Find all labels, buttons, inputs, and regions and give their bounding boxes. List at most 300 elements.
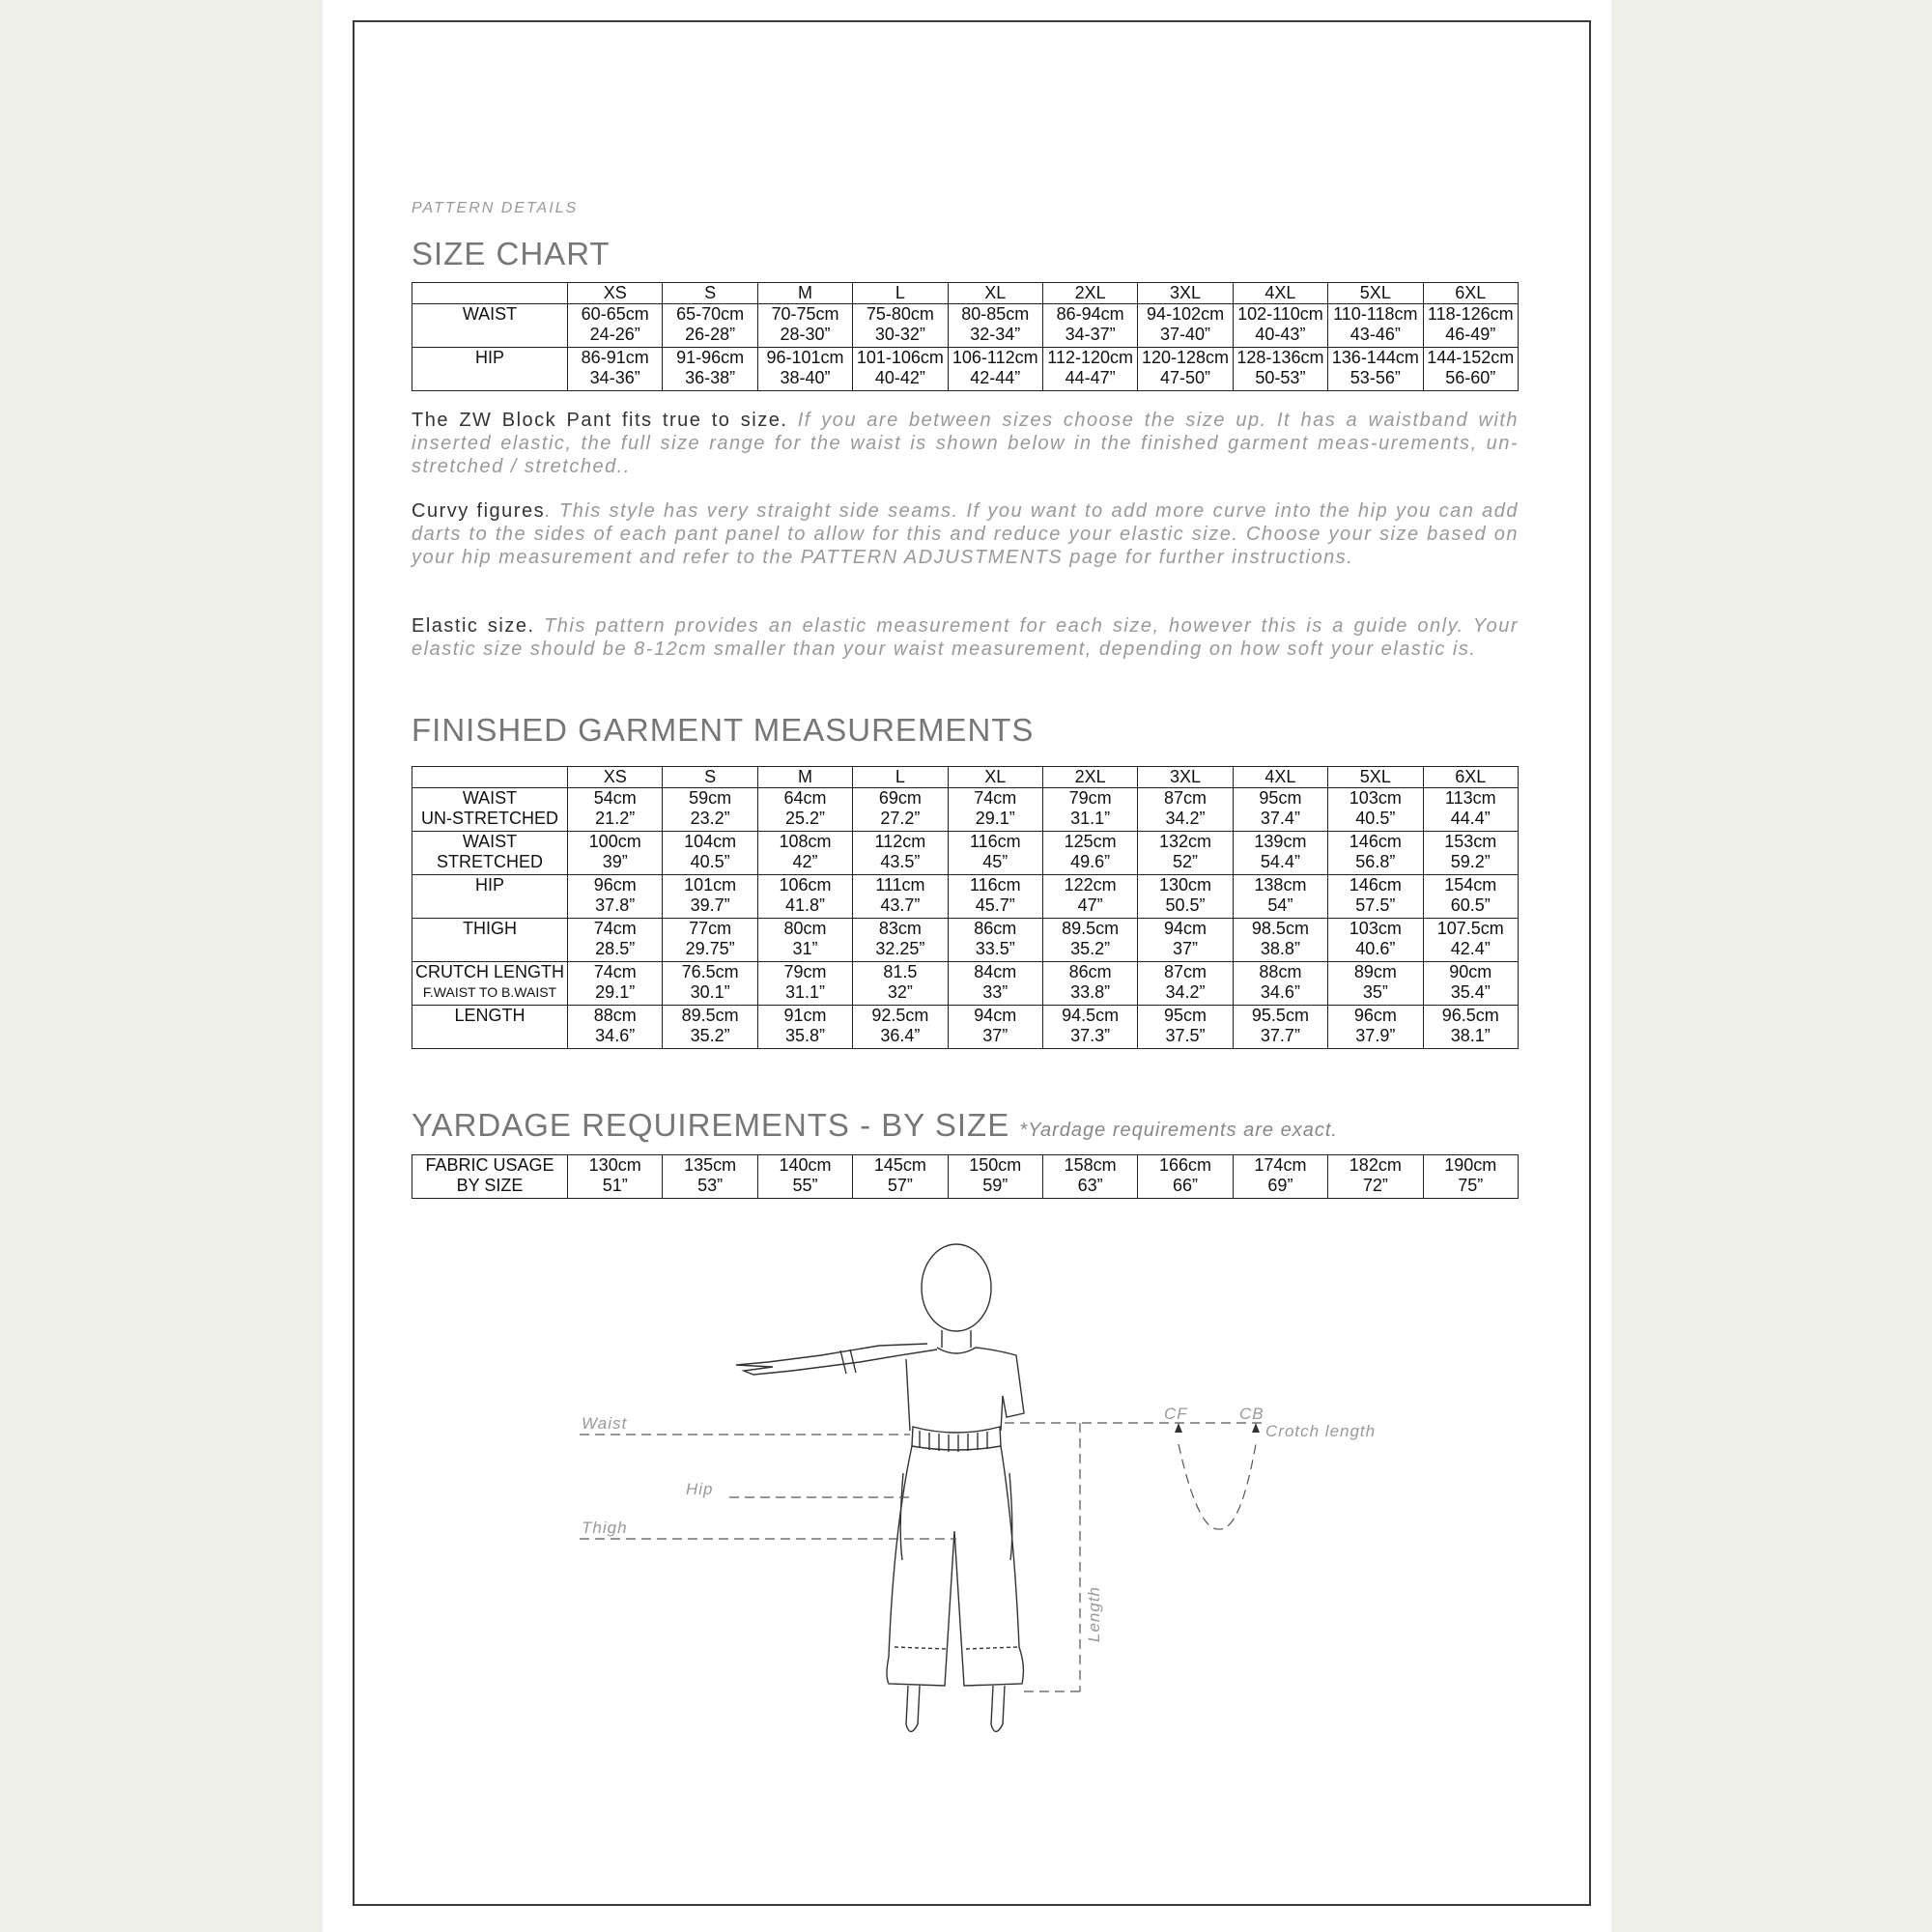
size-chart-cell-metric: 101-106cm (856, 348, 944, 367)
finished-cell-imperial: 38.8” (1260, 939, 1300, 958)
finished-cell (1138, 832, 1233, 875)
size-chart-cell (1233, 304, 1327, 348)
size-chart-size-header: 2XL (1042, 283, 1137, 304)
yardage-cell (948, 1155, 1042, 1199)
finished-cell (1042, 788, 1137, 832)
head-outline (922, 1244, 991, 1331)
finished-cell (663, 962, 757, 1006)
fit-lead: The ZW Block Pant fits true to size. (412, 410, 788, 431)
finished-cell-imperial: 33” (982, 982, 1009, 1002)
finished-cell (1138, 875, 1233, 919)
finished-cell-metric: 146cm (1349, 832, 1402, 851)
finished-cell-imperial: 38.1” (1450, 1026, 1491, 1045)
size-chart-cell (1138, 348, 1233, 391)
yardage-cell-metric: 182cm (1349, 1155, 1402, 1175)
yardage-cell-metric: 166cm (1159, 1155, 1212, 1175)
size-chart-cell-metric: 112-120cm (1047, 348, 1133, 367)
yardage-row (412, 1155, 1519, 1199)
yardage-cell-metric: 130cm (588, 1155, 641, 1175)
size-chart-row (412, 304, 1519, 348)
finished-cell (853, 962, 948, 1006)
finished-cell (1138, 1006, 1233, 1049)
finished-cell-metric: 116cm (969, 832, 1021, 851)
size-chart-cell (757, 348, 852, 391)
finished-cell (1328, 832, 1423, 875)
finished-cell-imperial: 28.5” (595, 939, 636, 958)
finished-cell-imperial: 35” (1362, 982, 1388, 1002)
size-chart-cell-imperial: 24-26” (589, 325, 640, 344)
finished-cell-imperial: 32” (887, 982, 913, 1002)
finished-cell (1042, 962, 1137, 1006)
finished-corner (412, 767, 568, 788)
finished-cell (1328, 875, 1423, 919)
size-chart-cell (853, 304, 948, 348)
finished-row (412, 919, 1519, 962)
size-chart-cell-imperial: 43-46” (1350, 325, 1401, 344)
finished-cell (1042, 875, 1137, 919)
finished-cell-metric: 96.5cm (1441, 1006, 1499, 1025)
finished-cell-metric: 89cm (1353, 962, 1397, 981)
finished-cell-metric: 86cm (974, 919, 1017, 938)
yardage-cell (1423, 1155, 1518, 1199)
finished-cell-metric: 54cm (593, 788, 637, 808)
finished-size-header: L (853, 767, 948, 788)
size-chart-cell-imperial: 26-28” (685, 325, 736, 344)
finished-row-label-sub: STRETCHED (436, 852, 543, 871)
finished-cell (1233, 788, 1327, 832)
size-chart-cell-metric: 144-152cm (1427, 348, 1515, 367)
finished-row-label-main: LENGTH (454, 1006, 526, 1025)
size-chart-cell-imperial: 50-53” (1255, 368, 1306, 387)
size-chart-size-header: 4XL (1233, 283, 1327, 304)
finished-row-label (412, 875, 568, 919)
yardage-cell-imperial: 75” (1458, 1176, 1484, 1195)
size-chart-size-header: XL (948, 283, 1042, 304)
finished-cell-imperial: 35.2” (1070, 939, 1111, 958)
finished-size-header: 5XL (1328, 767, 1423, 788)
finished-cell-metric: 139cm (1254, 832, 1307, 851)
finished-cell (1042, 832, 1137, 875)
finished-cell (1423, 962, 1518, 1006)
yardage-cell (568, 1155, 663, 1199)
finished-row-label (412, 919, 568, 962)
finished-cell (663, 788, 757, 832)
finished-cell-metric: 88cm (593, 1006, 637, 1025)
waist-label: Waist (582, 1414, 628, 1433)
yardage-cell-metric: 135cm (684, 1155, 737, 1175)
size-chart-cell-imperial: 34-37” (1065, 325, 1116, 344)
finished-cell-imperial: 49.6” (1070, 852, 1111, 871)
finished-row-label-sub: UN-STRETCHED (421, 809, 558, 828)
size-chart-cell (853, 348, 948, 391)
yardage-cell-metric: 190cm (1444, 1155, 1497, 1175)
elastic-paragraph (412, 614, 1519, 661)
length-label: Length (1085, 1586, 1103, 1642)
finished-cell-metric: 90cm (1449, 962, 1492, 981)
size-chart-cell-metric: 70-75cm (771, 304, 839, 324)
finished-cell-metric: 95cm (1164, 1006, 1208, 1025)
size-chart-header-row (412, 283, 1519, 304)
finished-cell-metric: 98.5cm (1251, 919, 1309, 938)
finished-size-header: M (757, 767, 852, 788)
finished-cell-metric: 96cm (1353, 1006, 1397, 1025)
size-chart-cell (568, 304, 663, 348)
size-chart-cell (1423, 304, 1518, 348)
size-chart-cell-imperial: 36-38” (685, 368, 736, 387)
size-chart-cell-metric: 128-136cm (1236, 348, 1324, 367)
yardage-cell-metric: 145cm (873, 1155, 926, 1175)
size-chart-cell-metric: 102-110cm (1237, 304, 1323, 324)
size-chart-cell-imperial: 53-56” (1350, 368, 1401, 387)
finished-cell-metric: 79cm (783, 962, 827, 981)
finished-cell-imperial: 33.8” (1070, 982, 1111, 1002)
cb-label: CB (1239, 1405, 1264, 1423)
fit-body: If you are between sizes choose the size up. It has a waistband with inserted elastic, the full size range for the waist is shown below in the finished garment meas-urements, un-stretched / stretched.. (412, 410, 1520, 477)
size-chart-cell-imperial: 47-50” (1160, 368, 1211, 387)
finished-cell (757, 875, 852, 919)
finished-cell-metric: 77cm (689, 919, 732, 938)
finished-row (412, 788, 1519, 832)
size-chart-row-label-main: HIP (474, 348, 504, 367)
finished-cell-imperial: 56.8” (1355, 852, 1396, 871)
finished-cell-metric: 113cm (1444, 788, 1496, 808)
size-chart-cell (1328, 348, 1423, 391)
size-chart-size-header: 3XL (1138, 283, 1233, 304)
size-chart-size-header: L (853, 283, 948, 304)
finished-cell (1328, 788, 1423, 832)
yardage-cell-imperial: 63” (1077, 1176, 1103, 1195)
size-chart-cell-metric: 96-101cm (766, 348, 844, 367)
size-chart-cell-metric: 65-70cm (676, 304, 745, 324)
size-chart-cell-metric: 110-118cm (1333, 304, 1418, 324)
finished-cell (663, 919, 757, 962)
finished-cell-metric: 76.5cm (681, 962, 739, 981)
finished-cell-imperial: 37.8” (595, 895, 636, 915)
size-chart-cell (948, 304, 1042, 348)
finished-cell-metric: 91cm (783, 1006, 827, 1025)
size-chart-cell-metric: 118-126cm (1427, 304, 1514, 324)
finished-cell-metric: 103cm (1349, 788, 1402, 808)
finished-cell-imperial: 35.2” (690, 1026, 730, 1045)
finished-cell-imperial: 21.2” (595, 809, 636, 828)
finished-size-header: XL (948, 767, 1042, 788)
finished-cell-imperial: 47” (1077, 895, 1103, 915)
yardage-cell-metric: 174cm (1254, 1155, 1307, 1175)
finished-cell (757, 788, 852, 832)
finished-title: FINISHED GARMENT MEASUREMENTS (412, 712, 1035, 748)
finished-cell-imperial: 31.1” (1070, 809, 1111, 828)
yardage-cell-metric: 150cm (969, 1155, 1022, 1175)
finished-cell-imperial: 59.2” (1450, 852, 1491, 871)
finished-cell-imperial: 30.1” (690, 982, 730, 1002)
yardage-cell (853, 1155, 948, 1199)
size-chart-cell-imperial: 40-42” (874, 368, 925, 387)
measure-lines (580, 1423, 1265, 1691)
size-chart-cell-metric: 106-112cm (952, 348, 1038, 367)
size-chart-size-header: 5XL (1328, 283, 1423, 304)
elastic-lead: Elastic size. (412, 615, 535, 637)
finished-cell-metric: 74cm (593, 919, 637, 938)
figure-drawing (736, 1244, 1024, 1732)
yardage-cell-imperial: 51” (602, 1176, 628, 1195)
finished-cell-metric: 132cm (1159, 832, 1212, 851)
finished-size-header: XS (568, 767, 663, 788)
finished-cell-imperial: 29.1” (975, 809, 1015, 828)
finished-cell (1233, 875, 1327, 919)
finished-cell-metric: 94.5cm (1062, 1006, 1120, 1025)
finished-cell-metric: 103cm (1349, 919, 1402, 938)
finished-cell (1423, 919, 1518, 962)
yardage-note: *Yardage requirements are exact. (1019, 1120, 1338, 1141)
finished-row-label-main: CRUTCH LENGTH (414, 962, 564, 981)
finished-cell (853, 875, 948, 919)
size-chart-cell-imperial: 38-40” (780, 368, 831, 387)
finished-cell-imperial: 34.6” (1260, 982, 1300, 1002)
finished-cell-metric: 116cm (969, 875, 1021, 895)
finished-cell-imperial: 45.7” (975, 895, 1015, 915)
finished-cell (1138, 962, 1233, 1006)
yardage-cell-metric: 158cm (1064, 1155, 1117, 1175)
size-chart-cell-metric: 91-96cm (676, 348, 745, 367)
finished-cell-imperial: 40.5” (690, 852, 730, 871)
size-chart-size-header: 6XL (1423, 283, 1518, 304)
finished-cell-metric: 104cm (684, 832, 737, 851)
size-chart-cell-metric: 86-91cm (581, 348, 649, 367)
curvy-lead: Curvy figures (412, 500, 546, 522)
section-eyebrow: PATTERN DETAILS (412, 200, 579, 216)
finished-cell (1423, 832, 1518, 875)
finished-cell (948, 919, 1042, 962)
size-chart-row-label (412, 304, 568, 348)
finished-cell (663, 1006, 757, 1049)
finished-cell-metric: 146cm (1349, 875, 1402, 895)
finished-cell-metric: 88cm (1259, 962, 1302, 981)
size-chart-cell-imperial: 37-40” (1160, 325, 1211, 344)
size-chart-row (412, 348, 1519, 391)
finished-cell-imperial: 40.5” (1355, 809, 1396, 828)
finished-cell-imperial: 43.7” (880, 895, 921, 915)
finished-cell-metric: 87cm (1164, 788, 1208, 808)
finished-cell-imperial: 39.7” (690, 895, 730, 915)
finished-size-header: 4XL (1233, 767, 1327, 788)
size-chart-cell-imperial: 40-43” (1255, 325, 1306, 344)
finished-cell-metric: 84cm (974, 962, 1017, 981)
finished-size-header: 2XL (1042, 767, 1137, 788)
finished-cell-metric: 64cm (783, 788, 827, 808)
finished-cell-metric: 106cm (779, 875, 832, 895)
finished-cell-metric: 81.5 (883, 962, 918, 981)
finished-cell-metric: 89.5cm (1062, 919, 1120, 938)
finished-row-label (412, 962, 568, 1006)
finished-cell-metric: 101cm (684, 875, 737, 895)
size-chart-cell-metric: 94-102cm (1147, 304, 1225, 324)
finished-cell (663, 832, 757, 875)
crotch-curve (1179, 1444, 1256, 1529)
finished-cell-imperial: 44.4” (1450, 809, 1491, 828)
finished-cell-metric: 95.5cm (1251, 1006, 1309, 1025)
finished-row-label-sub: F.WAIST TO B.WAIST (422, 984, 557, 1000)
finished-cell-metric: 69cm (878, 788, 922, 808)
finished-cell-metric: 95cm (1259, 788, 1302, 808)
size-chart-cell-metric: 136-144cm (1331, 348, 1419, 367)
finished-row-label (412, 832, 568, 875)
finished-cell-metric: 100cm (588, 832, 641, 851)
size-chart-cell-imperial: 34-36” (589, 368, 640, 387)
finished-cell-metric: 153cm (1444, 832, 1497, 851)
size-chart-cell (663, 348, 757, 391)
finished-cell-metric: 94cm (974, 1006, 1017, 1025)
yardage-cell-imperial: 66” (1173, 1176, 1199, 1195)
finished-cell-metric: 130cm (1159, 875, 1212, 895)
yardage-label-sub: BY SIZE (456, 1176, 524, 1195)
fit-paragraph (412, 409, 1519, 478)
finished-cell (568, 832, 663, 875)
yardage-cell-imperial: 59” (982, 1176, 1009, 1195)
finished-cell-imperial: 32.25” (875, 939, 925, 958)
finished-cell (568, 875, 663, 919)
finished-cell-metric: 112cm (874, 832, 926, 851)
thigh-label: Thigh (582, 1519, 628, 1537)
finished-cell (757, 962, 852, 1006)
finished-cell-metric: 154cm (1444, 875, 1497, 895)
finished-size-header: 6XL (1423, 767, 1518, 788)
size-chart-row-label (412, 348, 568, 391)
size-chart-cell (568, 348, 663, 391)
size-chart-cell (1138, 304, 1233, 348)
yardage-cell-imperial: 57” (887, 1176, 913, 1195)
finished-cell-imperial: 34.2” (1165, 982, 1206, 1002)
finished-cell (948, 788, 1042, 832)
finished-cell-imperial: 42.4” (1450, 939, 1491, 958)
finished-cell (1042, 1006, 1137, 1049)
finished-cell-imperial: 31” (792, 939, 818, 958)
finished-cell (1423, 875, 1518, 919)
finished-cell-metric: 87cm (1164, 962, 1208, 981)
size-chart-cell-imperial: 32-34” (970, 325, 1021, 344)
finished-cell (1423, 788, 1518, 832)
finished-cell (1328, 919, 1423, 962)
elastic-body: This pattern provides an elastic measurement for each size, however this is a guide only. Your elastic size should be 8-12cm smaller than your waist measurement, depending on how soft your elastic is. (412, 615, 1519, 660)
finished-cell-imperial: 23.2” (690, 809, 730, 828)
yardage-cell (663, 1155, 757, 1199)
size-chart-cell-imperial: 28-30” (780, 325, 831, 344)
finished-cell-imperial: 29.75” (685, 939, 735, 958)
yardage-title: YARDAGE REQUIREMENTS - BY SIZE (412, 1107, 1010, 1143)
finished-cell-imperial: 37” (1173, 939, 1199, 958)
finished-cell-metric: 74cm (974, 788, 1017, 808)
finished-cell-imperial: 33.5” (975, 939, 1015, 958)
finished-cell-metric: 138cm (1254, 875, 1307, 895)
finished-cell-metric: 107.5cm (1436, 919, 1504, 938)
finished-cell (948, 875, 1042, 919)
hip-label: Hip (686, 1480, 714, 1498)
finished-cell-metric: 122cm (1064, 875, 1117, 895)
finished-cell (1328, 962, 1423, 1006)
finished-cell-metric: 125cm (1064, 832, 1117, 851)
size-chart-cell-metric: 86-94cm (1056, 304, 1124, 324)
finished-cell-imperial: 34.6” (595, 1026, 636, 1045)
finished-row-label-main: HIP (474, 875, 504, 895)
size-chart-cell (1328, 304, 1423, 348)
size-chart-cell-imperial: 30-32” (874, 325, 925, 344)
size-chart-cell (757, 304, 852, 348)
finished-cell-imperial: 45” (982, 852, 1009, 871)
finished-cell (1233, 962, 1327, 1006)
yardage-title-line (412, 1107, 1519, 1144)
size-chart-cell-metric: 60-65cm (581, 304, 649, 324)
finished-header-row (412, 767, 1519, 788)
cb-arrow-icon (1252, 1423, 1260, 1433)
finished-cell-imperial: 39” (602, 852, 628, 871)
yardage-cell (1328, 1155, 1423, 1199)
finished-row-label-main: WAIST (462, 832, 518, 851)
size-chart-size-header: S (663, 283, 757, 304)
finished-cell (853, 919, 948, 962)
finished-cell (853, 1006, 948, 1049)
finished-cell (568, 919, 663, 962)
finished-cell-metric: 83cm (878, 919, 922, 938)
finished-cell (663, 875, 757, 919)
finished-cell (1328, 1006, 1423, 1049)
finished-cell (1233, 832, 1327, 875)
finished-cell (757, 832, 852, 875)
yardage-cell-imperial: 69” (1267, 1176, 1293, 1195)
finished-cell-metric: 108cm (779, 832, 832, 851)
finished-cell-imperial: 37.5” (1165, 1026, 1206, 1045)
size-chart-cell-metric: 80-85cm (961, 304, 1030, 324)
finished-row (412, 962, 1519, 1006)
finished-cell-imperial: 37.4” (1260, 809, 1300, 828)
finished-cell-metric: 86cm (1068, 962, 1112, 981)
finished-cell (757, 1006, 852, 1049)
curvy-paragraph (412, 499, 1519, 569)
size-chart-cell (948, 348, 1042, 391)
size-chart-cell-imperial: 42-44” (970, 368, 1021, 387)
finished-cell (948, 1006, 1042, 1049)
finished-cell-imperial: 54.4” (1260, 852, 1300, 871)
finished-cell-metric: 80cm (783, 919, 827, 938)
finished-cell-imperial: 43.5” (880, 852, 921, 871)
yardage-cell (1233, 1155, 1327, 1199)
size-chart-cell-imperial: 44-47” (1065, 368, 1116, 387)
finished-cell-metric: 94cm (1164, 919, 1208, 938)
finished-cell (948, 962, 1042, 1006)
finished-cell (757, 919, 852, 962)
finished-cell (1138, 919, 1233, 962)
finished-cell (1138, 788, 1233, 832)
finished-cell (948, 832, 1042, 875)
size-chart-cell (1423, 348, 1518, 391)
size-chart-size-header: XS (568, 283, 663, 304)
yardage-cell-imperial: 72” (1362, 1176, 1388, 1195)
size-chart-cell (663, 304, 757, 348)
finished-row (412, 832, 1519, 875)
finished-size-header: 3XL (1138, 767, 1233, 788)
finished-cell-imperial: 57.5” (1355, 895, 1396, 915)
finished-cell (853, 788, 948, 832)
finished-cell-imperial: 31.1” (784, 982, 825, 1002)
size-chart-title: SIZE CHART (412, 236, 611, 271)
finished-size-header: S (663, 767, 757, 788)
size-chart-cell (1042, 348, 1137, 391)
garment-figure (570, 1241, 1420, 1753)
finished-row (412, 875, 1519, 919)
finished-cell-metric: 59cm (689, 788, 732, 808)
finished-cell-imperial: 54” (1267, 895, 1293, 915)
finished-cell (1423, 1006, 1518, 1049)
finished-cell-imperial: 37.9” (1355, 1026, 1396, 1045)
yardage-cell (1042, 1155, 1137, 1199)
